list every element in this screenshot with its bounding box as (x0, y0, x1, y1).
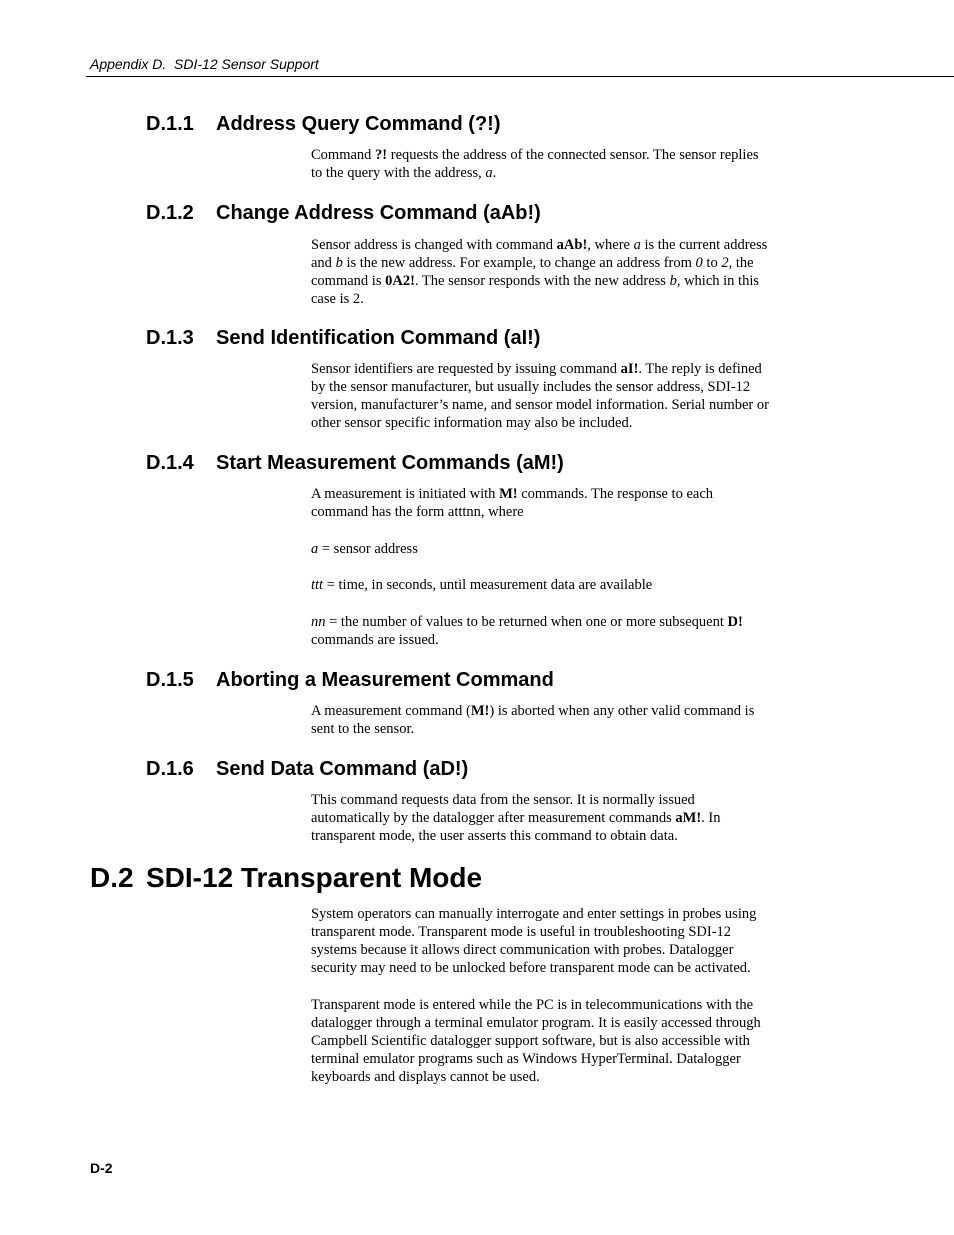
command-code: 0A2! (385, 273, 415, 289)
paragraph-line: sent to the sensor. (311, 721, 415, 737)
paragraph-line (311, 360, 811, 378)
paragraph-line: security may need to be unlocked before transparent mode can be activated. (311, 960, 751, 976)
section-title: Send Identification Command (aI!) (216, 327, 541, 349)
paragraph-line (311, 146, 811, 164)
section-heading-d-1-3 (146, 327, 540, 350)
command-code: M! (499, 486, 518, 502)
paragraph-line (311, 540, 811, 558)
text-run: to the query with the address, (311, 165, 486, 181)
paragraph-line (311, 290, 811, 308)
text-run: . The sensor responds with the new address (414, 273, 670, 289)
text-run: , the (728, 255, 754, 271)
text-run: requests the address of the connected sensor. The sensor replies (387, 147, 759, 163)
paragraph-line: Campbell Scientific datalogger support software, but is also accessible with (311, 1033, 750, 1049)
command-code: M! (470, 703, 490, 719)
variable-name: ttt (311, 577, 324, 593)
section-number: D.1.3 (146, 327, 194, 349)
variable-name: 0 (695, 255, 703, 271)
paragraph-line: by the sensor manufacturer, but usually includes the sensor address, SDI-12 (311, 379, 751, 395)
section-paragraph (311, 146, 811, 182)
paragraph-line (311, 809, 811, 827)
paragraph-line (311, 272, 811, 290)
header-rule (86, 76, 954, 77)
paragraph-line: datalogger through a terminal emulator program. It is easily accessed through (311, 1015, 761, 1031)
section-title: Send Data Command (aD!) (216, 758, 469, 780)
section-number: D.1.2 (146, 202, 194, 224)
paragraph-line (311, 613, 811, 631)
page-number: D-2 (90, 1160, 113, 1176)
command-code: aM! (675, 810, 702, 826)
variable-name: a (485, 165, 493, 181)
text-run: commands. The response to each (517, 486, 714, 502)
section-number: D.1.6 (146, 758, 194, 780)
section-paragraph (311, 360, 811, 432)
command-code: D! (727, 614, 743, 630)
paragraph-line: System operators can manually interrogate and enter settings in probes using (311, 906, 757, 922)
text-run: . In (701, 810, 721, 826)
paragraph-line: keyboards and displays cannot be used. (311, 1069, 540, 1085)
paragraph-line: terminal emulator programs such as Windows HyperTerminal. Datalogger (311, 1051, 741, 1067)
variable-name: b (335, 255, 343, 271)
section-heading-d-1-1 (146, 113, 500, 136)
text-run: , where (587, 237, 634, 253)
section-heading-d-1-5 (146, 669, 554, 692)
definition-a (311, 540, 811, 558)
text-run: = time, in seconds, until measurement data are available (323, 577, 653, 593)
paragraph-line (311, 236, 811, 254)
text-run: A measurement is initiated with (311, 486, 500, 502)
definition-nn (311, 613, 811, 649)
variable-name: nn (311, 614, 326, 630)
section-title: Change Address Command (aAb!) (216, 202, 541, 224)
command-code: ?! (375, 147, 388, 163)
section-heading-d-1-6 (146, 758, 468, 781)
variable-name: a (311, 541, 319, 557)
paragraph-line: other sensor specific information may also be included. (311, 415, 633, 431)
paragraph-line (311, 164, 811, 182)
variable-name: 2 (721, 255, 729, 271)
text-run: . (492, 165, 497, 181)
text-run: . The reply is defined (638, 361, 762, 377)
text-run: Sensor identifiers are requested by issuing command (311, 361, 621, 377)
running-header: Appendix D. SDI-12 Sensor Support (90, 56, 319, 72)
text-run: ) is aborted when any other valid command is (489, 703, 755, 719)
text-run: command is (311, 273, 386, 289)
major-section-paragraph-2 (311, 996, 811, 1086)
text-run: Command (311, 147, 376, 163)
command-code: aAb! (556, 237, 588, 253)
section-number: D.1.5 (146, 669, 194, 691)
section-paragraph (311, 485, 811, 521)
variable-name: b (669, 273, 677, 289)
section-title: Start Measurement Commands (aM!) (216, 452, 564, 474)
paragraph-line: commands are issued. (311, 632, 439, 648)
section-title: Address Query Command (?!) (216, 113, 501, 135)
text-run: is the current address (640, 237, 768, 253)
paragraph-line: Transparent mode is entered while the PC is in telecommunications with the (311, 997, 754, 1013)
text-run: Sensor address is changed with command (311, 237, 557, 253)
text-run: and (311, 255, 336, 271)
section-title: Aborting a Measurement Command (216, 669, 554, 691)
paragraph-line: version, manufacturer’s name, and sensor model information. Serial number or (311, 397, 769, 413)
section-paragraph (311, 791, 811, 845)
section-number: D.1.4 (146, 452, 194, 474)
text-run: automatically by the datalogger after measurement commands (311, 810, 676, 826)
text-run: A measurement command ( (311, 703, 471, 719)
paragraph-line (311, 702, 811, 720)
text-run: is the new address. For example, to change an address from (342, 255, 696, 271)
section-number: D.1.1 (146, 113, 194, 135)
text-run: = sensor address (318, 541, 418, 557)
text-run: , which in this (676, 273, 759, 289)
section-heading-d-1-4 (146, 452, 564, 475)
section-heading-d-1-2 (146, 202, 541, 225)
paragraph-line (311, 485, 811, 503)
paragraph-line: systems because it allows direct communication with probes. Datalogger (311, 942, 734, 958)
section-number: D.2 (90, 862, 134, 893)
section-paragraph (311, 702, 811, 738)
paragraph-line: This command requests data from the sensor. It is normally issued (311, 792, 695, 808)
command-code: aI! (620, 361, 639, 377)
paragraph-line (311, 576, 811, 594)
paragraph-line: transparent mode. Transparent mode is useful in troubleshooting SDI-12 (311, 924, 732, 940)
text-run: case is 2. (311, 291, 364, 307)
paragraph-line: command has the form atttnn, where (311, 504, 524, 520)
definition-ttt (311, 576, 811, 594)
variable-name: a (633, 237, 641, 253)
text-run: to (702, 255, 722, 271)
section-title: SDI-12 Transparent Mode (146, 862, 483, 893)
major-section-heading (90, 862, 482, 894)
paragraph-line: transparent mode, the user asserts this command to obtain data. (311, 828, 678, 844)
text-run: = the number of values to be returned when one or more subsequent (325, 614, 728, 630)
section-paragraph (311, 236, 811, 308)
paragraph-line (311, 254, 811, 272)
major-section-paragraph-1 (311, 905, 811, 977)
